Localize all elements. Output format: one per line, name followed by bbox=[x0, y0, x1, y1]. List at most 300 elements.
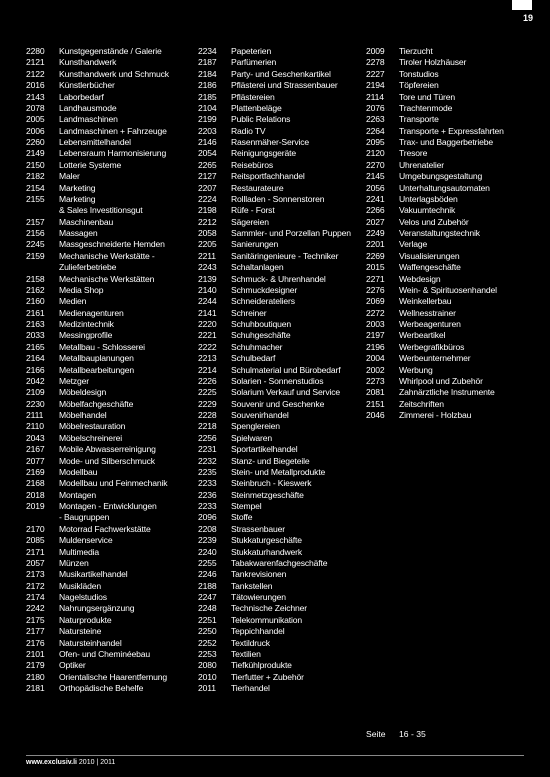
entry-code: 2243 bbox=[198, 262, 217, 273]
entry-code: 2176 bbox=[26, 637, 45, 648]
index-entry bbox=[26, 171, 169, 182]
entry-category: Marketing bbox=[59, 182, 96, 193]
entry-category: Party- und Geschenkartikel bbox=[231, 68, 331, 79]
index-entry bbox=[198, 626, 351, 637]
index-entry bbox=[366, 137, 504, 148]
entry-code: 2172 bbox=[26, 580, 45, 591]
entry-code: 2076 bbox=[366, 102, 385, 113]
entry-code: 2255 bbox=[198, 557, 217, 568]
entry-category: - Baugruppen bbox=[59, 512, 110, 523]
entry-code: 2016 bbox=[26, 80, 45, 91]
index-entry bbox=[26, 262, 169, 273]
entry-code: 2166 bbox=[26, 364, 45, 375]
index-entry bbox=[198, 194, 351, 205]
entry-code: 2239 bbox=[198, 535, 217, 546]
index-entry bbox=[366, 103, 504, 114]
entry-category: Lotterie Systeme bbox=[59, 159, 122, 170]
entry-code: 2264 bbox=[366, 125, 385, 136]
entry-category: Schmuckdesigner bbox=[231, 284, 298, 295]
entry-category: Teppichhandel bbox=[231, 626, 285, 637]
entry-code: 2149 bbox=[26, 148, 45, 159]
entry-code: 2167 bbox=[26, 444, 45, 455]
entry-category: Transporte + Expressfahrten bbox=[399, 125, 504, 136]
entry-code: 2276 bbox=[366, 284, 385, 295]
entry-code: 2207 bbox=[198, 182, 217, 193]
entry-category: Massgeschneiderte Hemden bbox=[59, 239, 165, 250]
entry-category: Möbelfachgeschäfte bbox=[59, 398, 134, 409]
entry-code: 2256 bbox=[198, 432, 217, 443]
entry-code: 2227 bbox=[366, 68, 385, 79]
index-entry bbox=[198, 353, 351, 364]
entry-code: 2273 bbox=[366, 375, 385, 386]
entry-category: Metzger bbox=[59, 375, 89, 386]
entry-code: 2222 bbox=[198, 341, 217, 352]
entry-category: Textildruck bbox=[231, 637, 270, 648]
entry-code: 2114 bbox=[366, 91, 384, 102]
index-entry bbox=[198, 376, 351, 387]
index-entry bbox=[198, 512, 351, 523]
index-entry bbox=[198, 433, 351, 444]
index-entry bbox=[198, 490, 351, 501]
entry-category: Medien bbox=[59, 296, 87, 307]
index-entry bbox=[26, 194, 169, 205]
entry-category: Schuhmacher bbox=[231, 341, 283, 352]
entry-code: 2043 bbox=[26, 432, 45, 443]
entry-code: 2033 bbox=[26, 330, 45, 341]
index-entry bbox=[198, 148, 351, 159]
index-entry bbox=[366, 410, 504, 421]
entry-code: 2127 bbox=[198, 171, 217, 182]
index-entry bbox=[198, 683, 351, 694]
index-entry bbox=[198, 421, 351, 432]
entry-category: Spenglereien bbox=[231, 421, 280, 432]
entry-code: 2122 bbox=[26, 68, 45, 79]
index-entry bbox=[26, 126, 169, 137]
entry-category: Sportartikelhandel bbox=[231, 444, 298, 455]
index-entry bbox=[366, 296, 504, 307]
index-entry bbox=[198, 444, 351, 455]
entry-category: Zimmerei - Holzbau bbox=[399, 410, 472, 420]
entry-category: Tresore bbox=[399, 148, 428, 159]
entry-category: Natursteine bbox=[59, 626, 102, 637]
entry-category: Motorrad Fachwerkstätte bbox=[59, 523, 151, 534]
index-entry bbox=[198, 46, 351, 57]
entry-category: Sägereien bbox=[231, 216, 269, 227]
index-entry bbox=[198, 308, 351, 319]
entry-category: Metallbauplanungen bbox=[59, 353, 134, 364]
entry-code: 2218 bbox=[198, 421, 217, 432]
index-entry bbox=[26, 490, 169, 501]
entry-code: 2185 bbox=[198, 91, 217, 102]
entry-category: Metallbearbeitungen bbox=[59, 364, 135, 375]
entry-category: Zeitschriften bbox=[399, 398, 444, 409]
entry-category: Sanitäringenieure - Techniker bbox=[231, 250, 339, 261]
entry-category: Tabakwarenfachgeschäfte bbox=[231, 557, 328, 568]
entry-category: Kunsthandwerk und Schmuck bbox=[59, 68, 169, 79]
entry-category: Modellbau bbox=[59, 466, 98, 477]
entry-category: Schreiner bbox=[231, 307, 267, 318]
index-entry bbox=[366, 92, 504, 103]
entry-category: Tierzucht bbox=[399, 46, 433, 56]
index-entry bbox=[366, 274, 504, 285]
entry-category: Musikartikelhandel bbox=[59, 569, 128, 580]
index-entry bbox=[198, 410, 351, 421]
index-entry bbox=[26, 547, 169, 558]
index-entry bbox=[26, 274, 169, 285]
index-entry bbox=[26, 285, 169, 296]
index-entry bbox=[366, 205, 504, 216]
entry-category: Lebensmittelhandel bbox=[59, 137, 131, 147]
entry-category: Musikläden bbox=[59, 580, 101, 591]
entry-code: 2018 bbox=[26, 489, 45, 500]
index-entry bbox=[198, 660, 351, 671]
index-entry bbox=[366, 365, 504, 376]
entry-code: 2203 bbox=[198, 125, 217, 136]
index-entry bbox=[26, 638, 169, 649]
entry-code: 2156 bbox=[26, 228, 45, 238]
index-entry bbox=[198, 569, 351, 580]
entry-code: 2054 bbox=[198, 148, 217, 159]
entry-category: Montagen bbox=[59, 489, 97, 500]
entry-category: Kunsthandwerk bbox=[59, 57, 117, 68]
index-entry bbox=[26, 183, 169, 194]
entry-category: Papeterien bbox=[231, 46, 272, 56]
entry-code: 2163 bbox=[26, 319, 45, 329]
index-entry bbox=[198, 399, 351, 410]
index-entry bbox=[198, 649, 351, 660]
index-entry bbox=[366, 262, 504, 273]
entry-code: 2278 bbox=[366, 57, 385, 68]
entry-category: Naturprodukte bbox=[59, 614, 112, 625]
index-entry bbox=[198, 581, 351, 592]
entry-code: 2146 bbox=[198, 137, 217, 147]
entry-category: Werbeagenturen bbox=[399, 319, 461, 329]
entry-category: Telekommunikation bbox=[231, 614, 303, 625]
index-entry bbox=[198, 456, 351, 467]
entry-code: 2260 bbox=[26, 137, 45, 147]
entry-category: Sanierungen bbox=[231, 239, 279, 250]
index-entry bbox=[26, 137, 169, 148]
entry-category: Radio TV bbox=[231, 125, 266, 136]
entry-code: 2270 bbox=[366, 159, 385, 170]
entry-category: Mode- und Silberschmuck bbox=[59, 455, 155, 466]
index-entry bbox=[26, 433, 169, 444]
entry-category: Stukkaturhandwerk bbox=[231, 546, 303, 557]
index-entry bbox=[198, 285, 351, 296]
entry-code: 2160 bbox=[26, 296, 45, 307]
entry-code bbox=[26, 205, 59, 216]
entry-category: Solarien - Sonnenstudios bbox=[231, 375, 324, 386]
index-entry bbox=[26, 512, 169, 523]
index-entry bbox=[366, 148, 504, 159]
index-entry bbox=[26, 581, 169, 592]
index-entry bbox=[198, 501, 351, 512]
entry-code: 2141 bbox=[198, 307, 217, 318]
index-entry bbox=[366, 183, 504, 194]
entry-category: Tankrevisionen bbox=[231, 569, 287, 580]
entry-category: Optiker bbox=[59, 660, 86, 671]
index-entry bbox=[198, 205, 351, 216]
index-entry bbox=[366, 387, 504, 398]
entry-category: Vakuumtechnik bbox=[399, 205, 456, 216]
entry-category: Whirlpool und Zubehör bbox=[399, 375, 483, 386]
index-entry bbox=[26, 660, 169, 671]
entry-category: Muldenservice bbox=[59, 535, 113, 546]
index-entry bbox=[26, 626, 169, 637]
entry-code: 2224 bbox=[198, 193, 217, 204]
index-entry bbox=[26, 69, 169, 80]
entry-code: 2085 bbox=[26, 535, 45, 546]
entry-category: Schmuck- & Uhrenhandel bbox=[231, 273, 326, 284]
index-entry bbox=[26, 410, 169, 421]
entry-category: Verlage bbox=[399, 239, 428, 250]
entry-category: Landmaschinen + Fahrzeuge bbox=[59, 125, 167, 136]
entry-category: Rüfe - Forst bbox=[231, 205, 275, 216]
entry-code: 2205 bbox=[198, 239, 217, 250]
footer-site: www.exclusiv.li bbox=[26, 759, 77, 766]
entry-category: Steinmetzgeschäfte bbox=[231, 489, 304, 500]
index-entry bbox=[198, 330, 351, 341]
entry-category: Münzen bbox=[59, 557, 89, 568]
entry-category: Modellbau und Feinmechanik bbox=[59, 478, 168, 489]
entry-category: Reinigungsgeräte bbox=[231, 148, 296, 159]
entry-code: 2248 bbox=[198, 603, 217, 614]
entry-code: 2010 bbox=[198, 671, 217, 682]
entry-code: 2188 bbox=[198, 580, 217, 591]
entry-category: Unterhaltungsautomaten bbox=[399, 182, 490, 193]
entry-category: Tiroler Holzhäuser bbox=[399, 57, 467, 68]
index-entry bbox=[26, 319, 169, 330]
entry-code: 2197 bbox=[366, 330, 385, 341]
entry-code: 2042 bbox=[26, 375, 45, 386]
entry-category: Schneiderateliers bbox=[231, 296, 295, 307]
entry-code: 2121 bbox=[26, 57, 45, 68]
entry-category: Landmaschinen bbox=[59, 114, 118, 125]
index-entry bbox=[26, 558, 169, 569]
index-entry bbox=[26, 569, 169, 580]
entry-category: Marketing bbox=[59, 193, 96, 204]
entry-code: 2002 bbox=[366, 364, 385, 375]
index-entry bbox=[366, 239, 504, 250]
entry-category: Orthopädische Behelfe bbox=[59, 683, 144, 693]
index-entry bbox=[26, 399, 169, 410]
entry-code: 2231 bbox=[198, 444, 217, 455]
index-entry bbox=[26, 421, 169, 432]
index-entry bbox=[198, 183, 351, 194]
index-entry bbox=[26, 103, 169, 114]
entry-code: 2226 bbox=[198, 375, 217, 386]
entry-code: 2151 bbox=[366, 398, 385, 409]
entry-category: Tierfutter + Zubehör bbox=[231, 671, 304, 682]
entry-code: 2213 bbox=[198, 353, 217, 364]
entry-category: Public Relations bbox=[231, 114, 291, 125]
entry-code: 2211 bbox=[198, 250, 216, 261]
entry-category: Werbeartikel bbox=[399, 330, 446, 341]
entry-category: Steinbruch - Kieswerk bbox=[231, 478, 312, 489]
entry-category: Wein- & Spirituosenhandel bbox=[399, 284, 497, 295]
index-entry bbox=[366, 217, 504, 228]
index-entry bbox=[198, 217, 351, 228]
entry-code: 2214 bbox=[198, 364, 217, 375]
index-column-2 bbox=[198, 46, 351, 694]
entry-category: Tonstudios bbox=[399, 68, 439, 79]
entry-code: 2221 bbox=[198, 330, 217, 341]
entry-category: Stoffe bbox=[231, 512, 253, 523]
entry-code: 2266 bbox=[366, 205, 385, 216]
entry-category: Schuhboutiquen bbox=[231, 319, 292, 329]
entry-code: 2140 bbox=[198, 284, 217, 295]
entry-code: 2169 bbox=[26, 466, 45, 477]
entry-code: 2096 bbox=[198, 512, 217, 523]
entry-code: 2173 bbox=[26, 569, 45, 580]
index-entry bbox=[366, 114, 504, 125]
index-entry bbox=[26, 205, 169, 216]
entry-code: 2101 bbox=[26, 648, 45, 659]
entry-category: Lebensraum Harmonisierung bbox=[59, 148, 167, 159]
entry-code: 2110 bbox=[26, 421, 44, 432]
entry-code: 2081 bbox=[366, 387, 385, 398]
entry-category: Uhrenatelier bbox=[399, 159, 445, 170]
index-entry bbox=[26, 592, 169, 603]
entry-code: 2250 bbox=[198, 626, 217, 637]
entry-code: 2174 bbox=[26, 592, 45, 602]
index-entry bbox=[366, 126, 504, 137]
entry-code: 2269 bbox=[366, 250, 385, 261]
index-entry bbox=[366, 251, 504, 262]
entry-category: Pflästerei und Strassenbauer bbox=[231, 80, 338, 91]
index-entry bbox=[198, 319, 351, 330]
entry-code: 2109 bbox=[26, 387, 45, 398]
entry-category: Parfümerien bbox=[231, 57, 277, 68]
entry-category: Veranstaltungstechnik bbox=[399, 228, 480, 238]
index-entry bbox=[26, 217, 169, 228]
footer-years: 2010 | 2011 bbox=[76, 759, 116, 766]
entry-code: 2241 bbox=[366, 193, 385, 204]
index-entry bbox=[198, 592, 351, 603]
entry-category: Ofen- und Cheminéebau bbox=[59, 648, 150, 659]
entry-category: Montagen - Entwicklungen bbox=[59, 501, 157, 511]
entry-category: Trax- und Baggerbetriebe bbox=[399, 137, 494, 147]
entry-category: Landhausmode bbox=[59, 102, 117, 113]
entry-code: 2027 bbox=[366, 216, 385, 227]
entry-code: 2006 bbox=[26, 125, 45, 136]
entry-code: 2009 bbox=[366, 46, 385, 56]
index-entry bbox=[366, 160, 504, 171]
index-entry bbox=[366, 353, 504, 364]
entry-code: 2272 bbox=[366, 307, 385, 318]
entry-category: Reisebüros bbox=[231, 159, 273, 170]
entry-code: 2208 bbox=[198, 523, 217, 534]
index-entry bbox=[26, 524, 169, 535]
entry-code: 2198 bbox=[198, 205, 217, 216]
index-entry bbox=[198, 547, 351, 558]
entry-category: Zahnärztliche Instrumente bbox=[399, 387, 495, 398]
entry-code: 2154 bbox=[26, 182, 45, 193]
entry-code: 2187 bbox=[198, 57, 217, 68]
entry-category: Trachtenmode bbox=[399, 102, 453, 113]
index-entry bbox=[366, 80, 504, 91]
entry-code: 2240 bbox=[198, 546, 217, 557]
index-entry bbox=[26, 308, 169, 319]
entry-code: 2164 bbox=[26, 353, 45, 364]
entry-category: Restaurateure bbox=[231, 182, 284, 193]
index-entry bbox=[198, 615, 351, 626]
entry-category: Solarium Verkauf und Service bbox=[231, 387, 341, 398]
entry-category: Rollladen - Sonnenstoren bbox=[231, 193, 325, 204]
index-entry bbox=[366, 399, 504, 410]
index-entry bbox=[26, 444, 169, 455]
entry-code: 2171 bbox=[26, 546, 45, 557]
entry-category: Nahrungsergänzung bbox=[59, 603, 135, 614]
entry-category: Maschinenbau bbox=[59, 216, 114, 227]
entry-code: 2019 bbox=[26, 501, 45, 511]
index-entry bbox=[26, 160, 169, 171]
entry-code: 2196 bbox=[366, 341, 385, 352]
entry-category: Reitsportfachhandel bbox=[231, 171, 305, 182]
entry-category: Souvenirhandel bbox=[231, 410, 289, 420]
entry-category: Wellnesstrainer bbox=[399, 307, 456, 318]
index-entry bbox=[26, 603, 169, 614]
entry-code: 2186 bbox=[198, 80, 217, 91]
entry-category: Werbegrafikbüros bbox=[399, 341, 465, 352]
entry-category: Massagen bbox=[59, 228, 98, 238]
index-entry bbox=[198, 296, 351, 307]
index-entry bbox=[198, 171, 351, 182]
page-number: 19 bbox=[522, 13, 533, 23]
entry-code: 2228 bbox=[198, 410, 217, 420]
index-entry bbox=[198, 137, 351, 148]
entry-code: 2249 bbox=[366, 228, 385, 238]
entry-category: Maler bbox=[59, 171, 80, 182]
entry-category: Tätowierungen bbox=[231, 592, 286, 602]
entry-category: Schaltanlagen bbox=[231, 262, 284, 273]
entry-code: 2015 bbox=[366, 262, 385, 273]
entry-code: 2150 bbox=[26, 159, 45, 170]
entry-code: 2201 bbox=[366, 239, 385, 250]
entry-category: Tankstellen bbox=[231, 580, 273, 591]
entry-code: 2155 bbox=[26, 193, 45, 204]
index-entry bbox=[26, 46, 169, 57]
entry-code: 2220 bbox=[198, 319, 217, 329]
entry-code: 2104 bbox=[198, 102, 217, 113]
entry-code: 2181 bbox=[26, 683, 45, 693]
entry-code: 2078 bbox=[26, 102, 45, 113]
entry-code: 2265 bbox=[198, 159, 217, 170]
entry-category: Werbeunternehmer bbox=[399, 353, 471, 364]
entry-code: 2225 bbox=[198, 387, 217, 398]
index-entry bbox=[198, 603, 351, 614]
entry-code: 2004 bbox=[366, 353, 385, 364]
entry-category: Weinkellerbau bbox=[399, 296, 452, 307]
entry-code: 2143 bbox=[26, 91, 45, 102]
index-entry bbox=[198, 103, 351, 114]
index-column-1 bbox=[26, 46, 169, 694]
index-column-3 bbox=[366, 46, 504, 421]
entry-category: Velos und Zubehör bbox=[399, 216, 469, 227]
entry-category: Sammler- und Porzellan Puppen bbox=[231, 228, 351, 238]
entry-code: 2251 bbox=[198, 614, 217, 625]
index-entry bbox=[26, 353, 169, 364]
entry-code: 2252 bbox=[198, 637, 217, 648]
entry-code: 2011 bbox=[198, 683, 216, 693]
entry-category: & Sales Investitionsgut bbox=[59, 205, 143, 216]
entry-code: 2271 bbox=[366, 273, 385, 284]
index-entry bbox=[26, 251, 169, 262]
entry-code: 2246 bbox=[198, 569, 217, 580]
index-entry bbox=[26, 114, 169, 125]
index-entry bbox=[366, 319, 504, 330]
entry-code: 2168 bbox=[26, 478, 45, 489]
